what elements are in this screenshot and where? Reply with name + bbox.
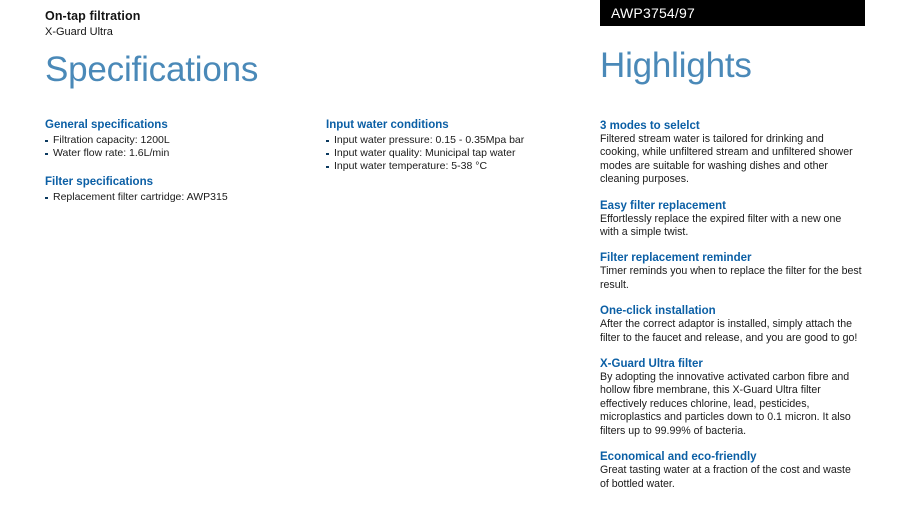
product-range-label: X-Guard Ultra [45,26,113,38]
highlight-block [600,119,862,187]
highlight-body: Timer reminds you when to replace the filter for the best result. [600,265,862,291]
model-number-text: AWP3754/97 [611,5,695,21]
highlights-column [600,0,866,86]
spec-group-general [45,118,315,160]
spec-list-item: Input water temperature: 5-38 °C [326,160,586,173]
highlight-body: After the correct adaptor is installed, simply attach the filter to the faucet and release, and you are good to go! [600,318,858,344]
highlight-body: Effortlessly replace the expired filter with a new one with a simple twist. [600,212,842,239]
spec-column-left [45,118,315,205]
spec-column-right [326,118,586,174]
highlight-block [600,251,862,292]
specifications-column [45,9,575,90]
highlight-title: Easy filter replacement [600,199,726,212]
highlight-block [600,450,862,491]
spec-group-input-water [326,118,586,174]
spec-list-item: Water flow rate: 1.6L/min [45,147,315,160]
spec-item-list [326,134,586,174]
highlight-title: 3 modes to selelct [600,120,700,132]
spec-list-item: Replacement filter cartridge: AWP315 [45,191,315,204]
spec-group-heading: Filter specifications [45,176,154,189]
spec-item-list [45,191,315,204]
model-number-banner [600,0,865,26]
spec-list-item: Input water pressure: 0.15 - 0.35Mpa bar [326,134,586,147]
spec-list-item: Input water quality: Municipal tap water [326,147,586,160]
highlight-title: X-Guard Ultra filter [600,358,703,371]
highlights-page-title: Highlights [600,46,752,85]
highlight-block [600,199,862,240]
highlights-items [600,119,862,491]
spec-list-item: Filtration capacity: 1200L [45,134,315,147]
product-category-label: On-tap filtration [45,9,141,23]
highlight-body: By adopting the innovative activated carbon fibre and hollow fibre membrane, this X-Guard Ultra filter effectively reduces chlorine, lead, pesticides, microplastics and particles down to 0.1 micron. It also filters up to 99.99% of bacteria. [600,371,851,437]
spec-group-heading: Input water conditions [326,119,449,131]
spec-item-list [45,134,315,160]
highlight-title: Economical and eco-friendly [600,451,757,464]
highlight-block [600,357,862,438]
highlight-body: Great tasting water at a fraction of the cost and waste of bottled water. [600,464,851,490]
spec-group-heading: General specifications [45,119,168,131]
specifications-page-title: Specifications [45,50,259,89]
spec-group-filter [45,175,315,204]
highlight-title: Filter replacement reminder [600,252,752,265]
highlight-block [600,304,862,345]
highlight-body: Filtered stream water is tailored for drinking and cooking, while unfiltered stream and unfiltered shower modes are suitable for washing dishes and other cleaning purposes. [600,133,853,186]
highlight-title: One-click installation [600,305,716,318]
